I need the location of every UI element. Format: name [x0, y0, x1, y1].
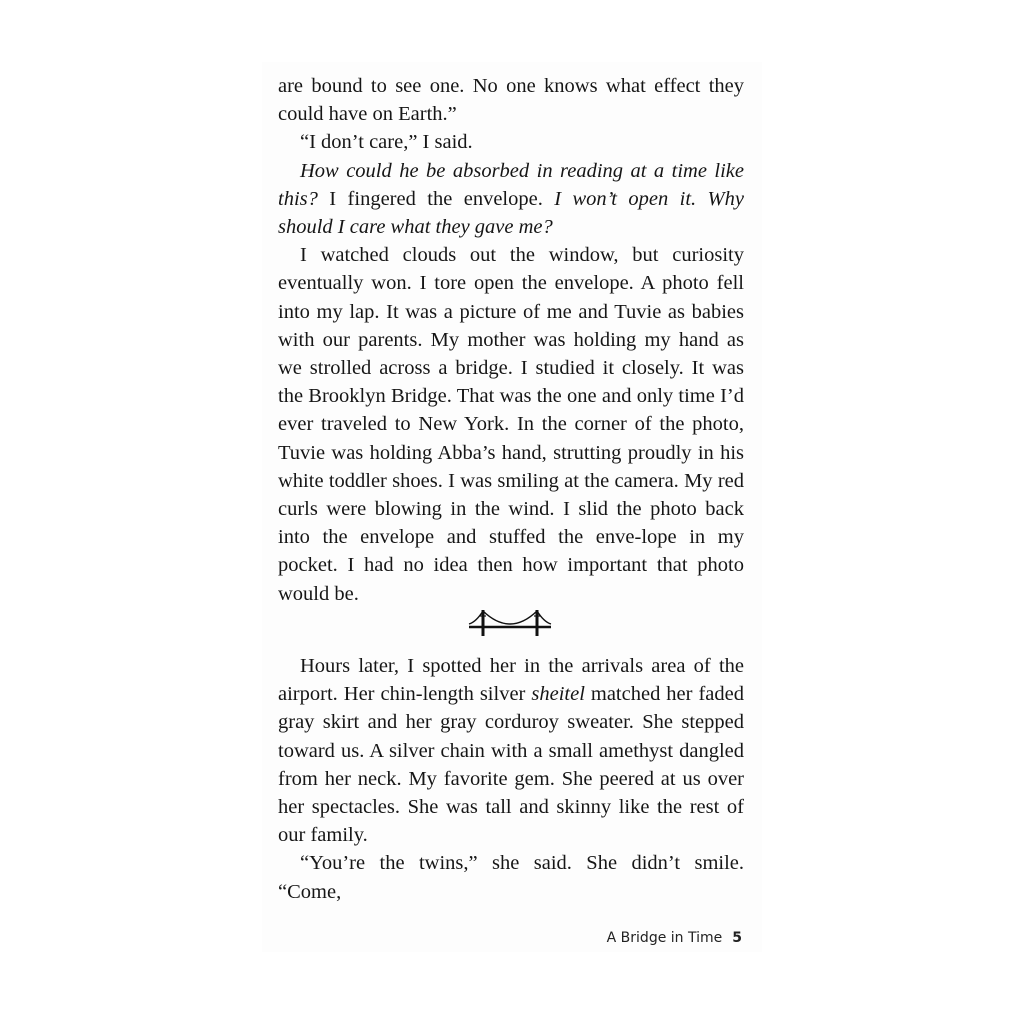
text-segment: I fingered the envelope. — [317, 187, 555, 210]
bridge-icon — [467, 605, 553, 639]
italic-text-segment: I won’t open it. Why should I care what they gave me? — [278, 187, 744, 239]
text-segment: “I don’t care,” I said. — [300, 131, 473, 154]
paragraph — [278, 849, 744, 905]
text-segment: “You’re the twins,” she said. She didn’t smile. “Come, — [278, 852, 744, 903]
text-segment: matched her faded gray skirt and her gray corduroy sweater. She stepped toward us. A silver chain with a small amethyst dangled from her neck. My favorite gem. She peered at us over her spectacles. She was tall and skinny like the rest of our family. — [278, 683, 745, 847]
running-title: A Bridge in Time — [606, 930, 723, 946]
italic-text-segment: sheitel — [531, 683, 585, 706]
paragraph — [278, 652, 744, 849]
italic-text-segment: How could he be absorbed in reading at a time like this? — [278, 159, 744, 210]
paragraph — [278, 72, 744, 128]
text-block-top — [278, 72, 744, 608]
paragraph — [278, 157, 744, 242]
page-footer — [607, 930, 742, 946]
text-block-bottom — [278, 652, 744, 906]
paragraph — [278, 241, 744, 608]
text-segment: are bound to see one. No one knows what effect they could have on Earth.” — [278, 75, 744, 126]
text-segment: Hours later, I spotted her in the arrivals area of the airport. Her chin-length silver — [278, 655, 744, 706]
page-number: 5 — [732, 930, 742, 946]
paragraph — [278, 128, 744, 156]
text-segment: I watched clouds out the window, but curiosity eventually won. I tore open the envelope. A photo fell into my lap. It was a picture of me and Tuvie as babies with our parents. My mother was holding my hand as we strolled across a bridge. I studied it closely. It was the Brooklyn Bridge. That was the one and only time I’d ever traveled to New York. In the corner of the photo, Tuvie was holding Abba’s hand, strutting proudly in his white toddler shoes. I was smiling at the camera. My red curls were blowing in the wind. I slid the photo back into the envelope and stuffed the enve-lope in my pocket. I had no idea then how important that photo would be. — [278, 244, 744, 605]
